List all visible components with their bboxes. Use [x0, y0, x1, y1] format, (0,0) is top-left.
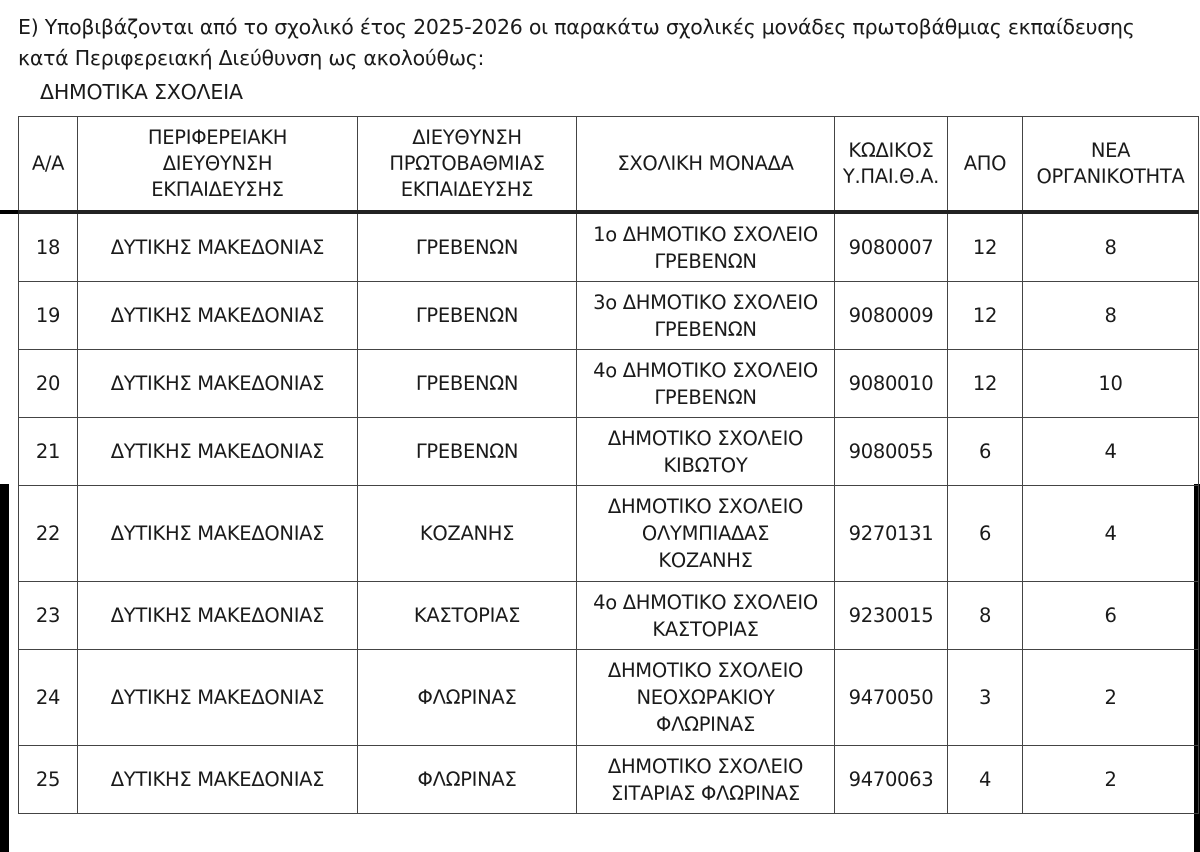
cell-region: ΔΥΤΙΚΗΣ ΜΑΚΕΔΟΝΙΑΣ — [78, 486, 358, 582]
cell-aa: 19 — [19, 282, 78, 350]
cell-new: 2 — [1023, 650, 1199, 746]
header-code-line: ΚΩΔΙΚΟΣ — [848, 138, 934, 162]
cell-code: 9270131 — [835, 486, 948, 582]
table-header-row — [19, 117, 1199, 213]
school-line: 3ο ΔΗΜΟΤΙΚΟ ΣΧΟΛΕΙΟ — [593, 290, 818, 314]
cell-directorate: ΚΑΣΤΟΡΙΑΣ — [358, 582, 577, 650]
cell-code: 9470063 — [835, 746, 948, 814]
header-directorate-line: ΠΡΩΤΟΒΑΘΜΙΑΣ — [389, 151, 545, 175]
cell-region: ΔΥΤΙΚΗΣ ΜΑΚΕΔΟΝΙΑΣ — [78, 282, 358, 350]
cell-new: 10 — [1023, 350, 1199, 418]
header-code — [835, 117, 948, 213]
cell-new: 8 — [1023, 282, 1199, 350]
cell-from: 4 — [948, 746, 1023, 814]
cell-new: 4 — [1023, 418, 1199, 486]
cell-school — [577, 486, 835, 582]
school-line: ΔΗΜΟΤΙΚΟ ΣΧΟΛΕΙΟ — [607, 659, 804, 682]
cell-school — [577, 282, 835, 350]
cell-school — [577, 212, 835, 282]
table-row — [19, 350, 1199, 418]
schools-table — [18, 116, 1199, 814]
school-line: ΟΛΥΜΠΙΑΔΑΣ — [641, 522, 770, 545]
table-row — [19, 650, 1199, 746]
cell-directorate: ΓΡΕΒΕΝΩΝ — [358, 212, 577, 282]
cell-directorate: ΚΟΖΑΝΗΣ — [358, 486, 577, 582]
school-line: ΔΗΜΟΤΙΚΟ ΣΧΟΛΕΙΟ — [607, 754, 804, 778]
cell-from: 6 — [948, 486, 1023, 582]
cell-from: 3 — [948, 650, 1023, 746]
school-line: 1ο ΔΗΜΟΤΙΚΟ ΣΧΟΛΕΙΟ — [593, 222, 818, 246]
school-line: ΚΙΒΩΤΟΥ — [663, 453, 748, 477]
header-school: ΣΧΟΛΙΚΗ ΜΟΝΑΔΑ — [577, 117, 835, 213]
cell-region: ΔΥΤΙΚΗΣ ΜΑΚΕΔΟΝΙΑΣ — [78, 746, 358, 814]
header-directorate-line: ΔΙΕΥΘΥΝΣΗ — [412, 125, 522, 149]
cell-region: ΔΥΤΙΚΗΣ ΜΑΚΕΔΟΝΙΑΣ — [78, 418, 358, 486]
header-directorate-line: ΕΚΠΑΙΔΕΥΣΗΣ — [400, 177, 534, 201]
header-region — [78, 117, 358, 213]
header-region-line: ΔΙΕΥΘΥΝΣΗ — [162, 151, 273, 175]
cell-code: 9080055 — [835, 418, 948, 486]
school-line: ΦΛΩΡΙΝΑΣ — [656, 713, 755, 736]
cell-directorate: ΦΛΩΡΙΝΑΣ — [358, 746, 577, 814]
cell-aa: 25 — [19, 746, 78, 814]
cell-region: ΔΥΤΙΚΗΣ ΜΑΚΕΔΟΝΙΑΣ — [78, 212, 358, 282]
cell-new: 6 — [1023, 582, 1199, 650]
table-row — [19, 746, 1199, 814]
school-line: 4ο ΔΗΜΟΤΙΚΟ ΣΧΟΛΕΙΟ — [593, 590, 818, 614]
scan-edge-mark — [0, 210, 18, 214]
cell-new: 2 — [1023, 746, 1199, 814]
school-line: ΝΕΟΧΩΡΑΚΙΟΥ — [636, 686, 775, 709]
table-row — [19, 418, 1199, 486]
section-heading: ΔΗΜΟΤΙΚΑ ΣΧΟΛΕΙΑ — [40, 80, 243, 104]
header-region-line: ΠΕΡΙΦΕΡΕΙΑΚΗ — [147, 125, 288, 149]
cell-school — [577, 350, 835, 418]
school-line: ΓΡΕΒΕΝΩΝ — [654, 385, 757, 409]
cell-aa: 20 — [19, 350, 78, 418]
school-line: ΚΟΖΑΝΗΣ — [658, 549, 753, 572]
header-region-line: ΕΚΠΑΙΔΕΥΣΗΣ — [151, 177, 284, 201]
cell-new: 4 — [1023, 486, 1199, 582]
table-row — [19, 212, 1199, 282]
cell-directorate: ΦΛΩΡΙΝΑΣ — [358, 650, 577, 746]
header-from: ΑΠΟ — [948, 117, 1023, 213]
cell-school — [577, 582, 835, 650]
header-new — [1023, 117, 1199, 213]
header-code-line: Υ.ΠΑΙ.Θ.Α. — [842, 164, 940, 188]
cell-region: ΔΥΤΙΚΗΣ ΜΑΚΕΔΟΝΙΑΣ — [78, 350, 358, 418]
header-aa: Α/Α — [19, 117, 78, 213]
cell-aa: 18 — [19, 212, 78, 282]
header-directorate — [358, 117, 577, 213]
cell-from: 8 — [948, 582, 1023, 650]
cell-from: 12 — [948, 282, 1023, 350]
cell-aa: 23 — [19, 582, 78, 650]
school-line: ΓΡΕΒΕΝΩΝ — [654, 317, 757, 341]
intro-line-2: κατά Περιφερειακή Διεύθυνση ως ακολούθως: — [18, 46, 485, 70]
school-line: ΔΗΜΟΤΙΚΟ ΣΧΟΛΕΙΟ — [607, 426, 804, 450]
cell-directorate: ΓΡΕΒΕΝΩΝ — [358, 418, 577, 486]
cell-aa: 22 — [19, 486, 78, 582]
cell-aa: 21 — [19, 418, 78, 486]
cell-school — [577, 650, 835, 746]
cell-region: ΔΥΤΙΚΗΣ ΜΑΚΕΔΟΝΙΑΣ — [78, 650, 358, 746]
header-new-line: ΝΕΑ — [1090, 138, 1131, 162]
cell-directorate: ΓΡΕΒΕΝΩΝ — [358, 282, 577, 350]
cell-from: 12 — [948, 350, 1023, 418]
cell-school — [577, 418, 835, 486]
cell-region: ΔΥΤΙΚΗΣ ΜΑΚΕΔΟΝΙΑΣ — [78, 582, 358, 650]
cell-code: 9080007 — [835, 212, 948, 282]
cell-code: 9080009 — [835, 282, 948, 350]
cell-code: 9470050 — [835, 650, 948, 746]
header-new-line: ΟΡΓΑΝΙΚΟΤΗΤΑ — [1036, 164, 1185, 188]
school-line: ΚΑΣΤΟΡΙΑΣ — [652, 617, 759, 641]
cell-code: 9230015 — [835, 582, 948, 650]
cell-directorate: ΓΡΕΒΕΝΩΝ — [358, 350, 577, 418]
cell-new: 8 — [1023, 212, 1199, 282]
school-line: ΓΡΕΒΕΝΩΝ — [654, 249, 757, 273]
school-line: ΣΙΤΑΡΙΑΣ ΦΛΩΡΙΝΑΣ — [611, 781, 800, 805]
table-row — [19, 582, 1199, 650]
cell-code: 9080010 — [835, 350, 948, 418]
intro-line-1: Ε) Υποβιβάζονται από το σχολικό έτος 2025-2026 οι παρακάτω σχολικές μονάδες πρωτοβάθμιας εκπαίδευσης — [18, 15, 1135, 39]
scan-edge-left — [0, 484, 9, 852]
table-row — [19, 486, 1199, 582]
cell-school — [577, 746, 835, 814]
cell-aa: 24 — [19, 650, 78, 746]
school-line: ΔΗΜΟΤΙΚΟ ΣΧΟΛΕΙΟ — [607, 495, 804, 518]
cell-from: 6 — [948, 418, 1023, 486]
table-row — [19, 282, 1199, 350]
school-line: 4ο ΔΗΜΟΤΙΚΟ ΣΧΟΛΕΙΟ — [593, 358, 818, 382]
cell-from: 12 — [948, 212, 1023, 282]
intro-paragraph — [18, 12, 1200, 74]
